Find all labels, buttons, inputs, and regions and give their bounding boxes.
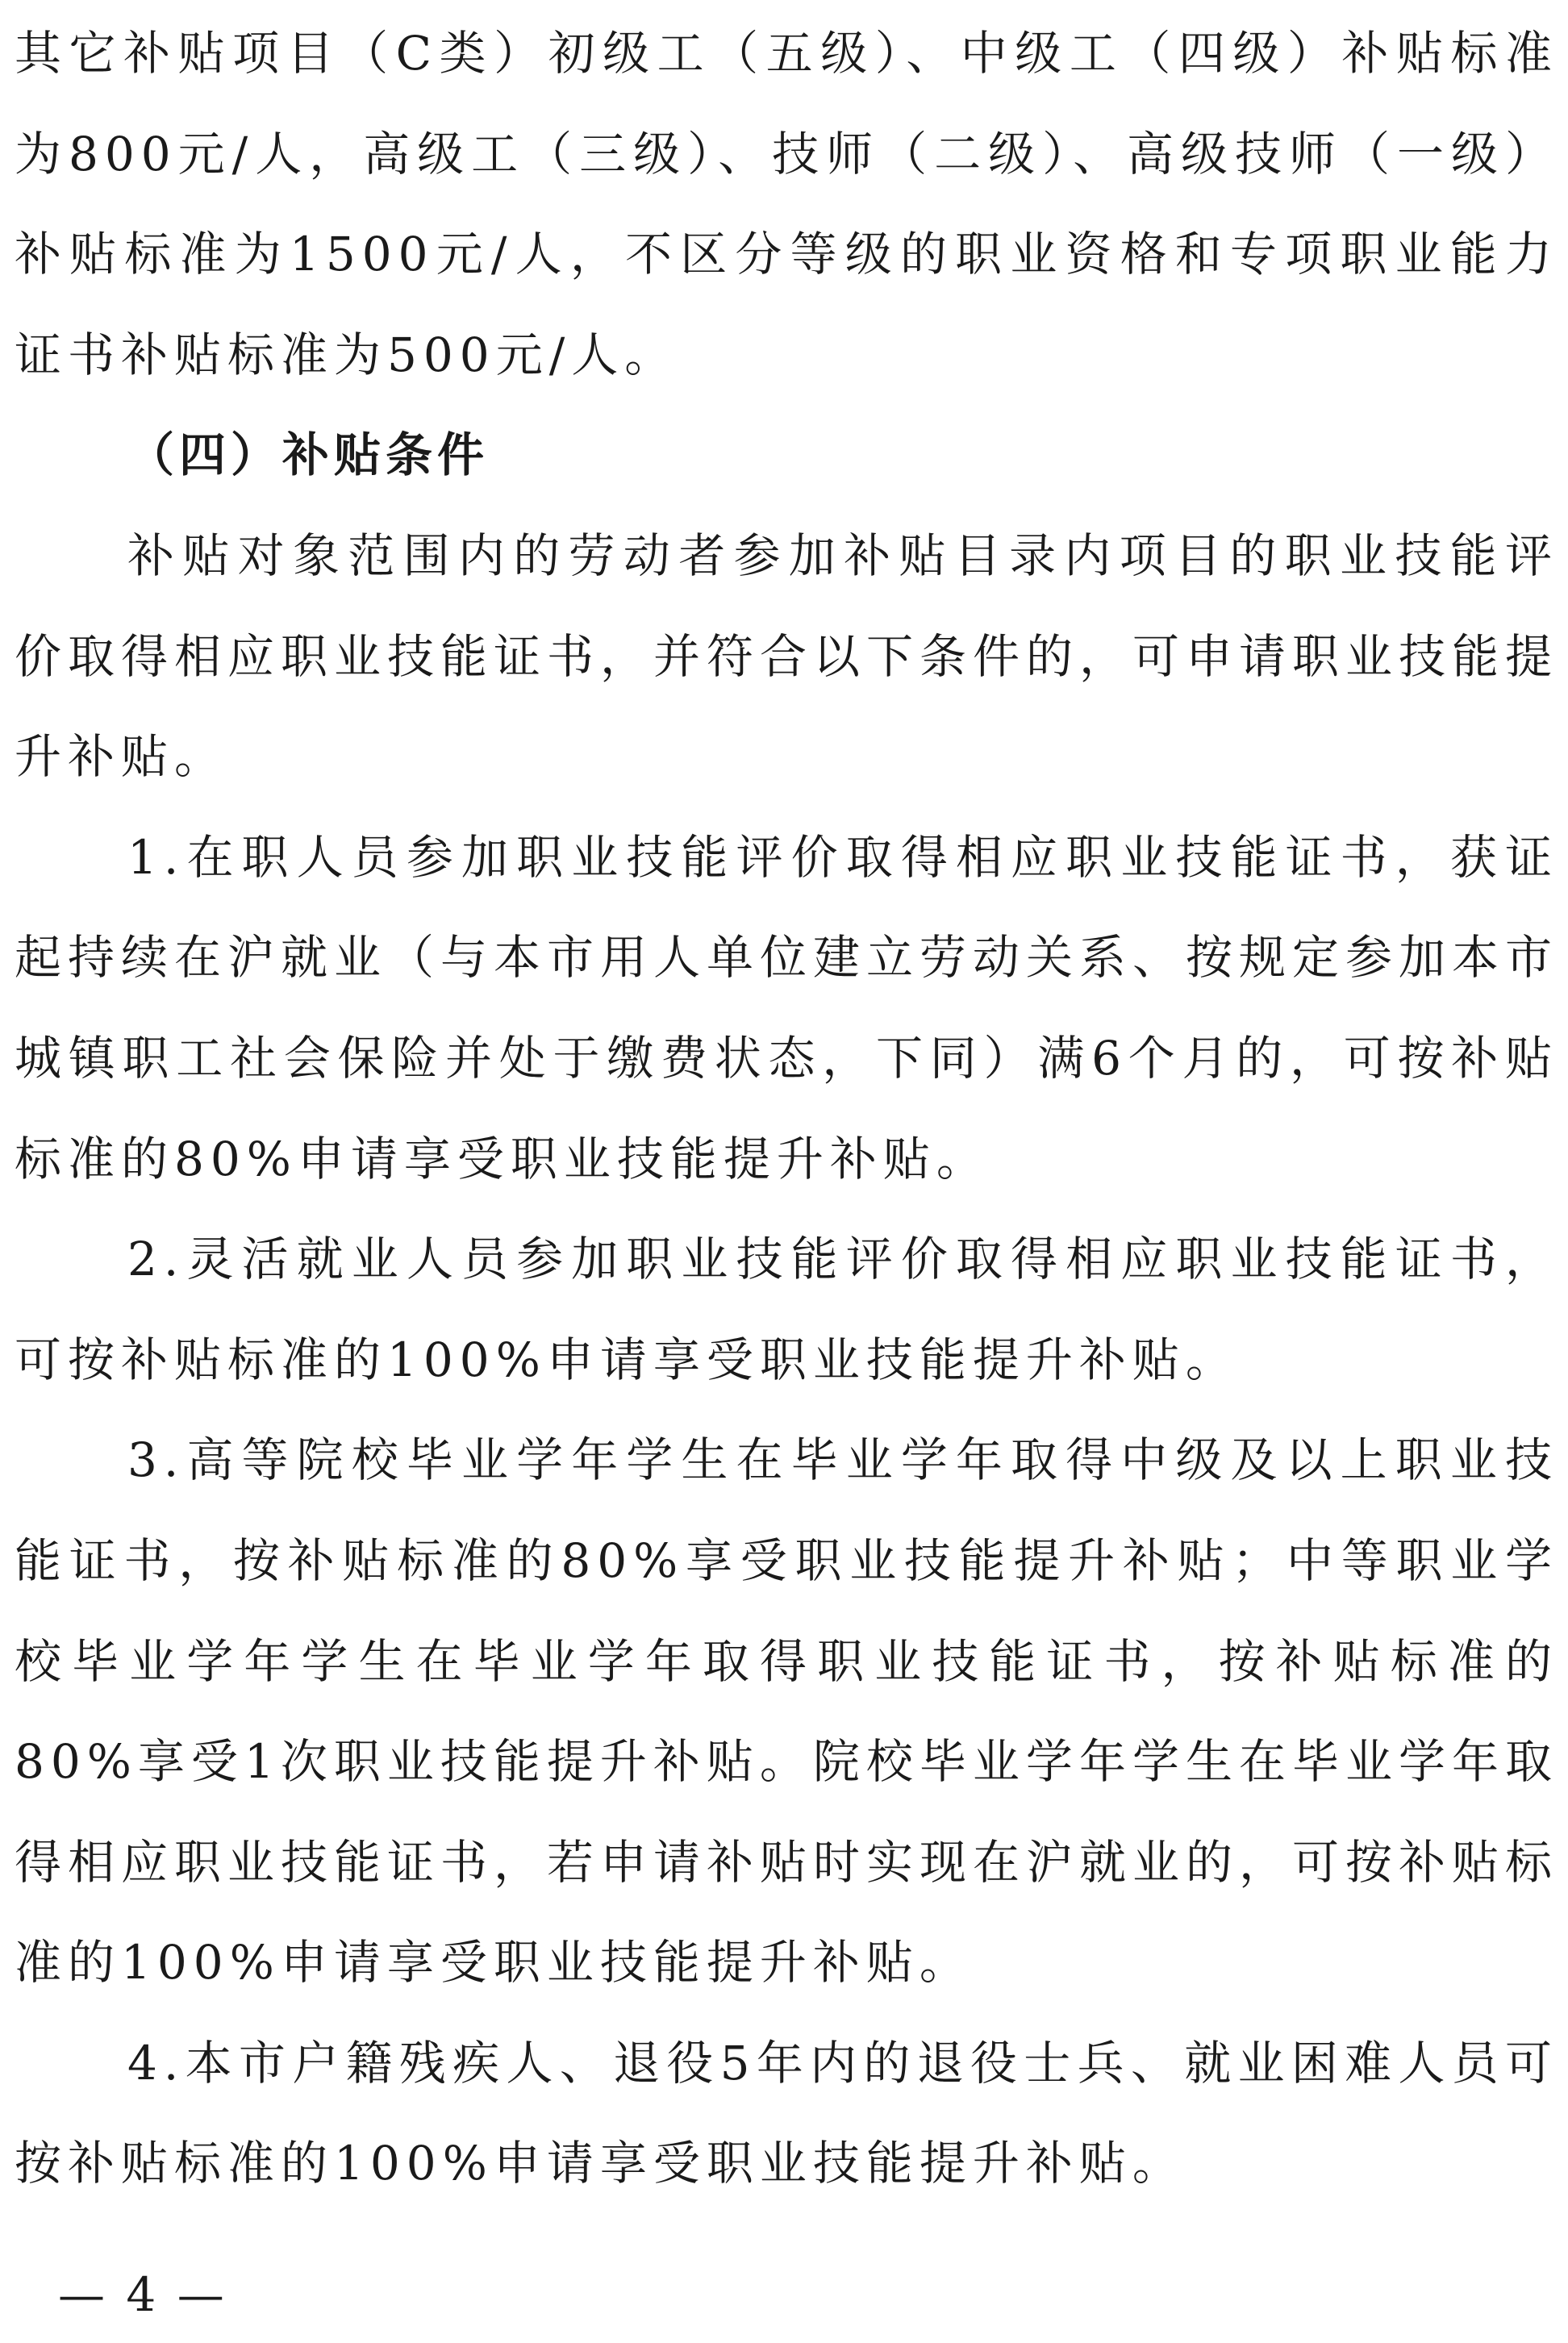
paragraph-subsidy-standard-c: 其它补贴项目（C类）初级工（五级）、中级工（四级）补贴标准为800元/人，高级工（三级）、技师（二级）、高级技师（一级）补贴标准为1500元/人，不区分等级的职业资格和专项职业能力证书补贴标准为500元/人。 [15, 26, 1558, 382]
paragraph-condition-3: 3.高等院校毕业学年学生在毕业学年取得中级及以上职业技能证书，按补贴标准的80%享受职业技能提升补贴；中等职业学校毕业学年学生在毕业学年取得职业技能证书，按补贴标准的80%享受1次职业技能提升补贴。院校毕业学年学生在毕业学年取得相应职业技能证书，若申请补贴时实现在沪就业的，可按补贴标准的100%申请享受职业技能提升补贴。 [15, 1432, 1559, 1991]
page-number: — 4 — [58, 2267, 227, 2322]
section-heading-subsidy-conditions: （四）补贴条件 [127, 427, 490, 483]
paragraph-conditions-intro: 补贴对象范围内的劳动者参加补贴目录内项目的职业技能评价取得相应职业技能证书，并符合以下条件的，可申请职业技能提升补贴。 [15, 527, 1559, 785]
paragraph-condition-2: 2.灵活就业人员参加职业技能评价取得相应职业技能证书，可按补贴标准的100%申请享受职业技能提升补贴。 [15, 1232, 1558, 1387]
document-body [15, 3, 1558, 2214]
paragraph-condition-1: 1.在职人员参加职业技能评价取得相应职业技能证书，获证起持续在沪就业（与本市用人单位建立劳动关系、按规定参加本市城镇职工社会保险并处于缴费状态，下同）满6个月的，可按补贴标准的80%申请享受职业技能提升补贴。 [15, 829, 1559, 1186]
paragraph-condition-4: 4.本市户籍残疾人、退役5年内的退役士兵、就业困难人员可按补贴标准的100%申请享受职业技能提升补贴。 [15, 2035, 1558, 2191]
